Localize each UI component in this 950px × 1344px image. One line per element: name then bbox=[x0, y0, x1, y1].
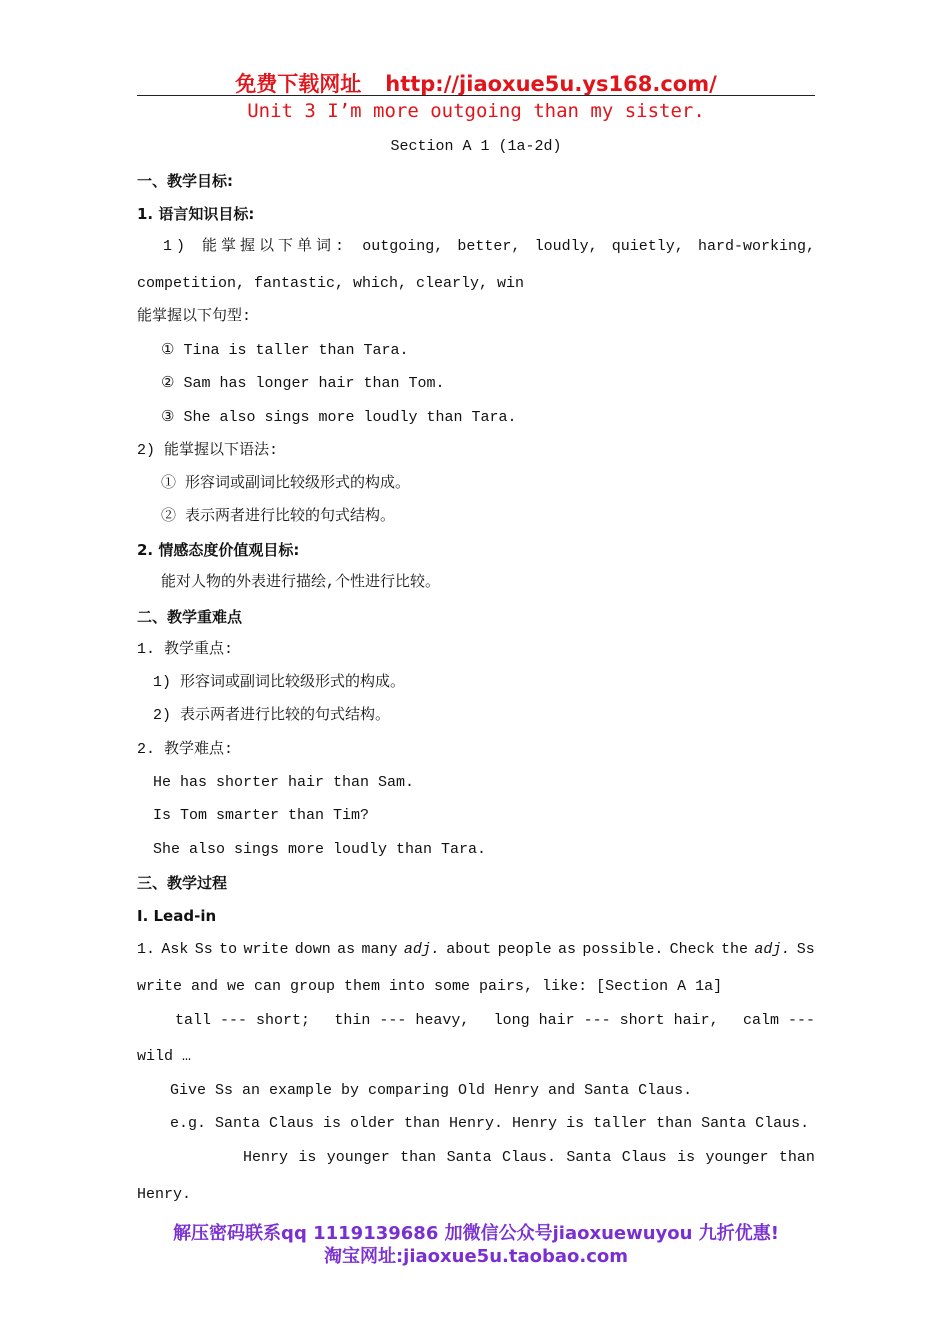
grammar-item: ② 表示两者进行比较的句式结构。 bbox=[161, 508, 396, 525]
word: Ss bbox=[796, 941, 815, 958]
sentence-intro: 能掌握以下句型: bbox=[137, 308, 252, 325]
word: Check bbox=[669, 941, 715, 958]
word: Ss bbox=[194, 941, 213, 958]
key-point-item: 2) 表示两者进行比较的句式结构。 bbox=[153, 707, 391, 724]
lead-in-heading: Ⅰ. Lead-in bbox=[137, 907, 217, 925]
vocab-word: better, bbox=[457, 238, 521, 255]
vocab-word: loudly, bbox=[534, 238, 598, 255]
word: to bbox=[219, 941, 238, 958]
difficult-point-item: She also sings more loudly than Tara. bbox=[153, 841, 487, 858]
header-url[interactable]: http://jiaoxue5u.ys168.com/ bbox=[385, 72, 717, 96]
word: Claus bbox=[621, 1149, 667, 1166]
word: adj. bbox=[403, 941, 440, 958]
word: about bbox=[446, 941, 492, 958]
word: Henry bbox=[243, 1149, 289, 1166]
word: as bbox=[337, 941, 356, 958]
word: Santa bbox=[446, 1149, 492, 1166]
word: younger bbox=[705, 1149, 769, 1166]
difficult-point-item: Is Tom smarter than Tim? bbox=[153, 807, 370, 824]
vocab-line-1 bbox=[163, 237, 815, 257]
footer-shop-link[interactable]: 淘宝网址:jiaoxue5u.taobao.com bbox=[323, 1246, 628, 1267]
word: is bbox=[298, 1149, 317, 1166]
header-label: 免费下载网址 bbox=[235, 72, 362, 96]
word: than bbox=[400, 1149, 437, 1166]
sentence-item: ② Sam has longer hair than Tom. bbox=[161, 375, 445, 392]
vocab-line-2: competition, fantastic, which, clearly, win bbox=[137, 275, 525, 292]
vocab-word: outgoing, bbox=[362, 238, 444, 255]
word: many bbox=[361, 941, 398, 958]
language-goal-heading: 1. 语言知识目标: bbox=[137, 205, 255, 223]
grammar-intro: 2) 能掌握以下语法: bbox=[137, 442, 279, 459]
vocab-word: hard-working, bbox=[697, 238, 815, 255]
footer-contact: 解压密码联系qq 1119139686 加微信公众号jiaoxuewuyou 九折优惠! bbox=[173, 1223, 779, 1244]
example-line-2 bbox=[243, 1148, 815, 1168]
download-header[interactable] bbox=[137, 68, 815, 98]
word: people bbox=[497, 941, 552, 958]
word: possible. bbox=[582, 941, 664, 958]
section-subtitle: Section A 1 (1a-2d) bbox=[390, 138, 562, 155]
difficult-points-title: 2. 教学难点: bbox=[137, 741, 234, 758]
word: 1. bbox=[137, 941, 156, 958]
word: Claus. bbox=[501, 1149, 556, 1166]
word: Ask bbox=[161, 941, 189, 958]
key-point-item: 1) 形容词或副词比较级形式的构成。 bbox=[153, 674, 406, 691]
key-points-title: 1. 教学重点: bbox=[137, 641, 234, 658]
word: than bbox=[778, 1149, 815, 1166]
pairs-line-1 bbox=[175, 1011, 815, 1031]
vocab-intro: 1) 能掌握以下单词: bbox=[163, 238, 349, 255]
step-1-line-1 bbox=[137, 940, 815, 960]
word: adj. bbox=[754, 941, 791, 958]
attitude-goal-heading: 2. 情感态度价值观目标: bbox=[137, 541, 300, 559]
pairs-line-2: wild … bbox=[137, 1048, 192, 1065]
adjective-pair: long hair --- short hair, bbox=[493, 1012, 719, 1029]
grammar-item: ① 形容词或副词比较级形式的构成。 bbox=[161, 475, 411, 492]
adjective-pair: tall --- short; bbox=[175, 1012, 311, 1029]
word: write bbox=[243, 941, 289, 958]
example-intro: Give Ss an example by comparing Old Henry and Santa Claus. bbox=[170, 1082, 693, 1099]
section-1-heading: 一、教学目标: bbox=[137, 172, 233, 190]
unit-title: Unit 3 I’m more outgoing than my sister. bbox=[247, 100, 705, 122]
adjective-pair: thin --- heavy, bbox=[334, 1012, 470, 1029]
sentence-item: ③ She also sings more loudly than Tara. bbox=[161, 409, 517, 426]
step-1-line-2: write and we can group them into some pairs, like: [Section A 1a] bbox=[137, 978, 723, 995]
adjective-pair: calm --- bbox=[742, 1012, 815, 1029]
document-page bbox=[137, 0, 815, 1344]
attitude-text: 能对人物的外表进行描绘,个性进行比较。 bbox=[161, 574, 441, 591]
vocab-word: quietly, bbox=[611, 238, 684, 255]
word: the bbox=[721, 941, 749, 958]
header-divider bbox=[137, 95, 815, 96]
word: is bbox=[677, 1149, 696, 1166]
section-3-heading: 三、教学过程 bbox=[137, 874, 228, 892]
word: Santa bbox=[566, 1149, 612, 1166]
sentence-item: ① Tina is taller than Tara. bbox=[161, 342, 409, 359]
word: down bbox=[294, 941, 331, 958]
section-2-heading: 二、教学重难点 bbox=[137, 608, 243, 626]
example-line-2-end: Henry. bbox=[137, 1186, 192, 1203]
word: as bbox=[557, 941, 576, 958]
example-sentence: e.g. Santa Claus is older than Henry. Henry is taller than Santa Claus. bbox=[170, 1115, 810, 1132]
difficult-point-item: He has shorter hair than Sam. bbox=[153, 774, 415, 791]
word: younger bbox=[326, 1149, 390, 1166]
